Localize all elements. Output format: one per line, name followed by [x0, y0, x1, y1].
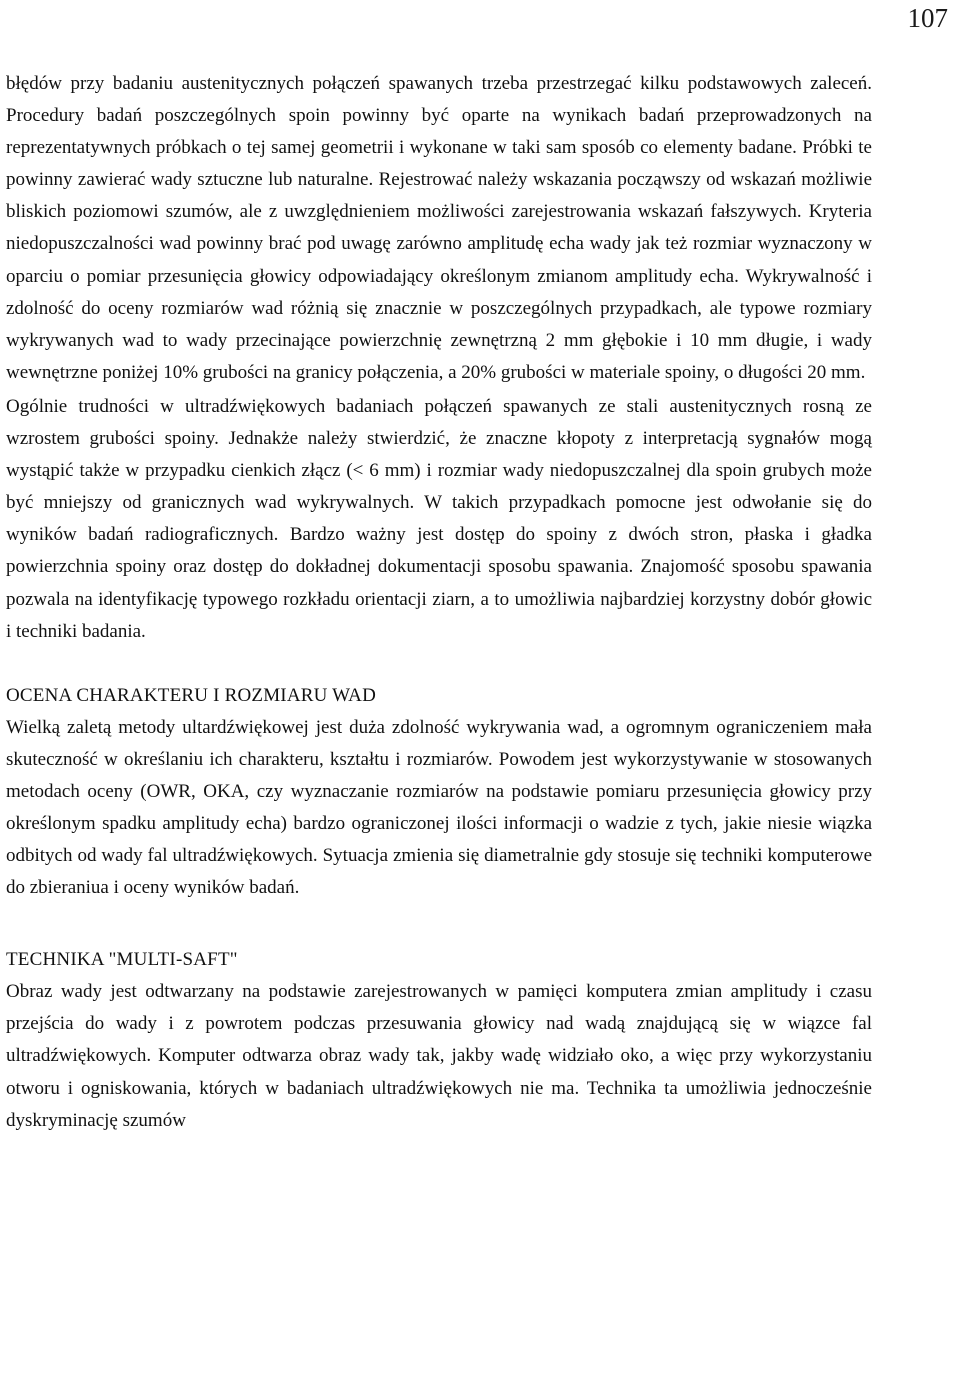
paragraph-austenitic-difficulties: Ogólnie trudności w ultradźwiękowych badaniach połączeń spawanych ze stali austenitycznych rosną ze wzrostem grubości spoiny. Jednakże należy stwierdzić, że znaczne kłopoty z interpretacją sygnałów mogą wystąpić także w przypadku cienkich złącz (< 6 mm) i rozmiar wady niedopuszczalnej dla spoin grubych może być mniejszy od granicznych wad wykrywalnych. W takich przypadkach pomocne jest odwołanie się do wyników badań radiograficznych. Bardzo ważny jest dostęp do spoiny z dwóch stron, płaska i gładka powierzchnia spoiny oraz dostęp do dokładnej dokumentacji sposobu spawania. Znajomość sposobu spawania pozwala na identyfikację typowego rozkładu orientacji ziarn, a to umożliwia najbardziej korzystny dobór głowic i techniki badania.: [6, 395, 872, 642]
section-heading-multi-saft: TECHNIKA "MULTI-SAFT": [6, 949, 238, 971]
paragraph-weld-testing-procedures: błędów przy badaniu austenitycznych połączeń spawanych trzeba przestrzegać kilku podstawowych zaleceń. Procedury badań poszczególnych spoin powinny być oparte na wynikach badań przeprowadzonych na reprezentatywnych próbkach o tej samej geometrii i wykonane w taki sam sposób co elementy badane. Próbki te powinny zawierać wady sztuczne lub naturalne. Rejestrować należy wskazania począwszy od wskazań możliwie bliskich poziomowi szumów, ale z uwzględnieniem możliwości zarejestrowania wskazań fałszywych. Kryteria niedopuszczalności wad powinny brać pod uwagę zarówno amplitudę echa wady jak też rozmiar wyznaczony w oparciu o pomiar przesunięcia głowicy odpowiadający określonym zmianom amplitudy echa. Wykrywalność i zdolność do oceny rozmiarów wad różnią się znacznie w poszczególnych przypadkach, ale typowe rozmiary wykrywanych wad to wady przecinające powierzchnię zewnętrzną 2 mm głębokie i 10 mm długie, i wady wewnętrzne poniżej 10% grubości na granicy połączenia, a 20% grubości w materiale spoiny, o długości 20 mm.: [6, 73, 872, 383]
paragraph-multi-saft: Obraz wady jest odtwarzany na podstawie zarejestrowanych w pamięci komputera zmian amplitudy i czasu przejścia do wady i z powrotem podczas przesuwania głowicy nad wadą znajdującą się w wiązce fal ultradźwiękowych. Komputer odtwarza obraz wady tak, jakby wadę widziało oko, a więc przy wykorzystaniu otworu i ogniskowania, których w badaniach ultradźwiękowych nie ma. Technika ta umożliwia jednocześnie dyskryminację szumów: [6, 981, 872, 1131]
page-body: [6, 68, 872, 1137]
paragraph-defect-assessment: Wielką zaletą metody ultardźwiękowej jest duża zdolność wykrywania wad, a ogromnym ograniczeniem mała skuteczność w określaniu ich charakteru, kształtu i rozmiarów. Powodem jest wykorzystywanie w stosowanych metodach oceny (OWR, OKA, czy wyznaczanie rozmiarów na podstawie pomiaru przesunięcia głowicy przy określonym spadku amplitudy echa) bardzo ograniczonej ilości informacji o wadzie z tych, jakie niesie wiązka odbitych od wady fal ultradźwiękowych. Sytuacja zmienia się diametralnie gdy stosuje się techniki komputerowe do zbieraniua i oceny wyników badań.: [6, 716, 872, 899]
section-heading-defect-assessment: OCENA CHARAKTERU I ROZMIARU WAD: [6, 684, 377, 706]
page-number: 107: [907, 3, 948, 33]
